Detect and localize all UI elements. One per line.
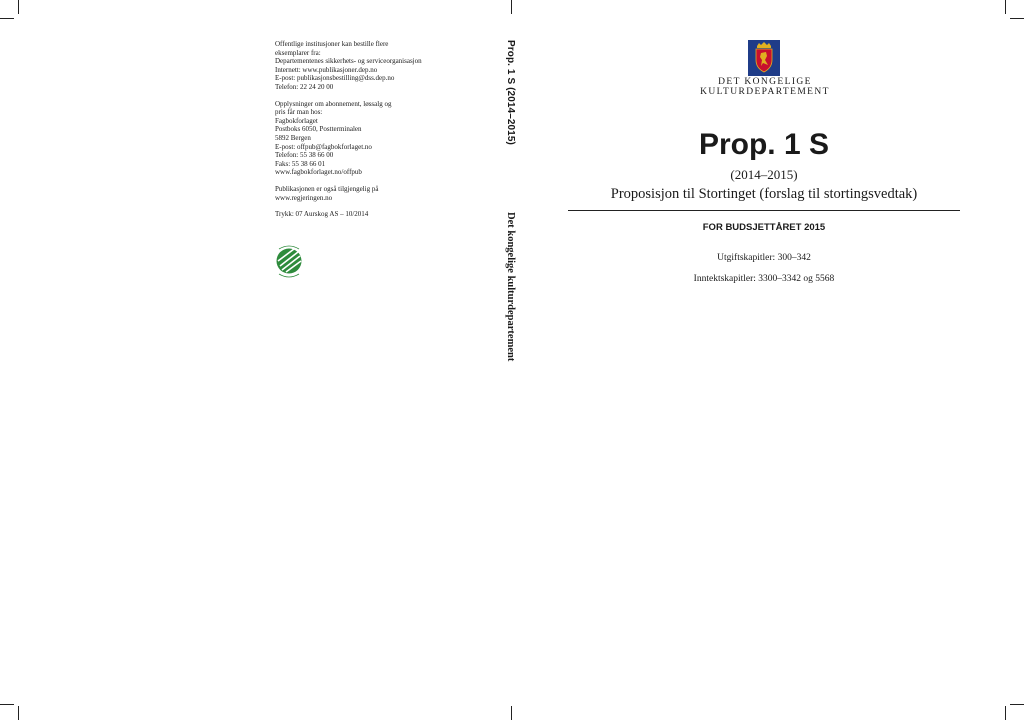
crop-mark-bottom-center	[511, 706, 512, 720]
subscription-line: Fagbokforlaget	[275, 116, 318, 125]
ordering-line: Telefon: 22 24 20 00	[275, 82, 334, 91]
crop-mark-top-right-h	[1010, 18, 1024, 19]
document-subtitle: Proposisjon til Stortinget (forslag til stortingsvedtak)	[610, 186, 918, 202]
online-line: Publikasjonen er også tilgjengelig på	[275, 184, 379, 193]
expense-chapters: Utgiftskapitler: 300–342	[717, 253, 811, 263]
royal-crest-icon	[748, 40, 780, 76]
ordering-line: eksemplarer fra:	[275, 48, 321, 57]
crop-mark-top-right-v	[1005, 0, 1006, 14]
department-name	[660, 77, 870, 97]
online-info	[275, 185, 475, 202]
subscription-line: pris får man hos:	[275, 108, 323, 117]
printer-info: Trykk: 07 Aurskog AS – 10/2014	[275, 210, 369, 219]
crop-mark-top-left-v	[18, 0, 19, 14]
income-chapters: Inntektskapitler: 3300–3342 og 5568	[693, 274, 835, 284]
crop-mark-bottom-right-h	[1010, 704, 1024, 705]
crop-mark-bottom-right-v	[1005, 706, 1006, 720]
session-years: (2014–2015)	[730, 167, 798, 182]
subscription-line: 5892 Bergen	[275, 133, 311, 142]
subscription-line: Opplysninger om abonnement, løssalg og	[275, 99, 392, 108]
department-name-line2: KULTURDEPARTEMENT	[700, 87, 830, 97]
budget-year-heading: FOR BUDSJETTÅRET 2015	[702, 222, 826, 233]
nordic-swan-ecolabel-icon	[274, 244, 306, 280]
subscription-line: Postboks 6050, Postterminalen	[275, 125, 362, 134]
subscription-line: Faks: 55 38 66 01	[275, 159, 326, 168]
ordering-info	[275, 40, 475, 92]
ordering-line: Offentlige institusjoner kan bestille flere	[275, 40, 389, 48]
crop-mark-top-center	[511, 0, 512, 14]
ordering-line: Departementenes sikkerhets- og serviceorganisasjon	[275, 57, 422, 66]
subscription-info	[275, 100, 475, 177]
ordering-line: Internett: www.publikasjoner.dep.no	[275, 65, 378, 74]
subscription-line: Telefon: 55 38 66 00	[275, 151, 334, 160]
title-divider	[568, 210, 960, 211]
crop-mark-bottom-left-h	[0, 704, 14, 705]
crop-mark-bottom-left-v	[18, 706, 19, 720]
document-title: Prop. 1 S	[698, 128, 830, 161]
online-line: www.regjeringen.no	[275, 193, 333, 202]
crop-mark-top-left-h	[0, 18, 14, 19]
spine-department: Det kongelige kulturdepartement	[505, 212, 516, 362]
department-name-line1: DET KONGELIGE	[718, 77, 812, 87]
ordering-line: E-post: publikasjonsbestilling@dss.dep.no	[275, 74, 395, 83]
subscription-line: www.fagbokforlaget.no/offpub	[275, 168, 362, 177]
back-cover-info	[275, 40, 475, 219]
spine-title: Prop. 1 S (2014–2015)	[505, 40, 516, 145]
subscription-line: E-post: offpub@fagbokforlaget.no	[275, 142, 372, 151]
